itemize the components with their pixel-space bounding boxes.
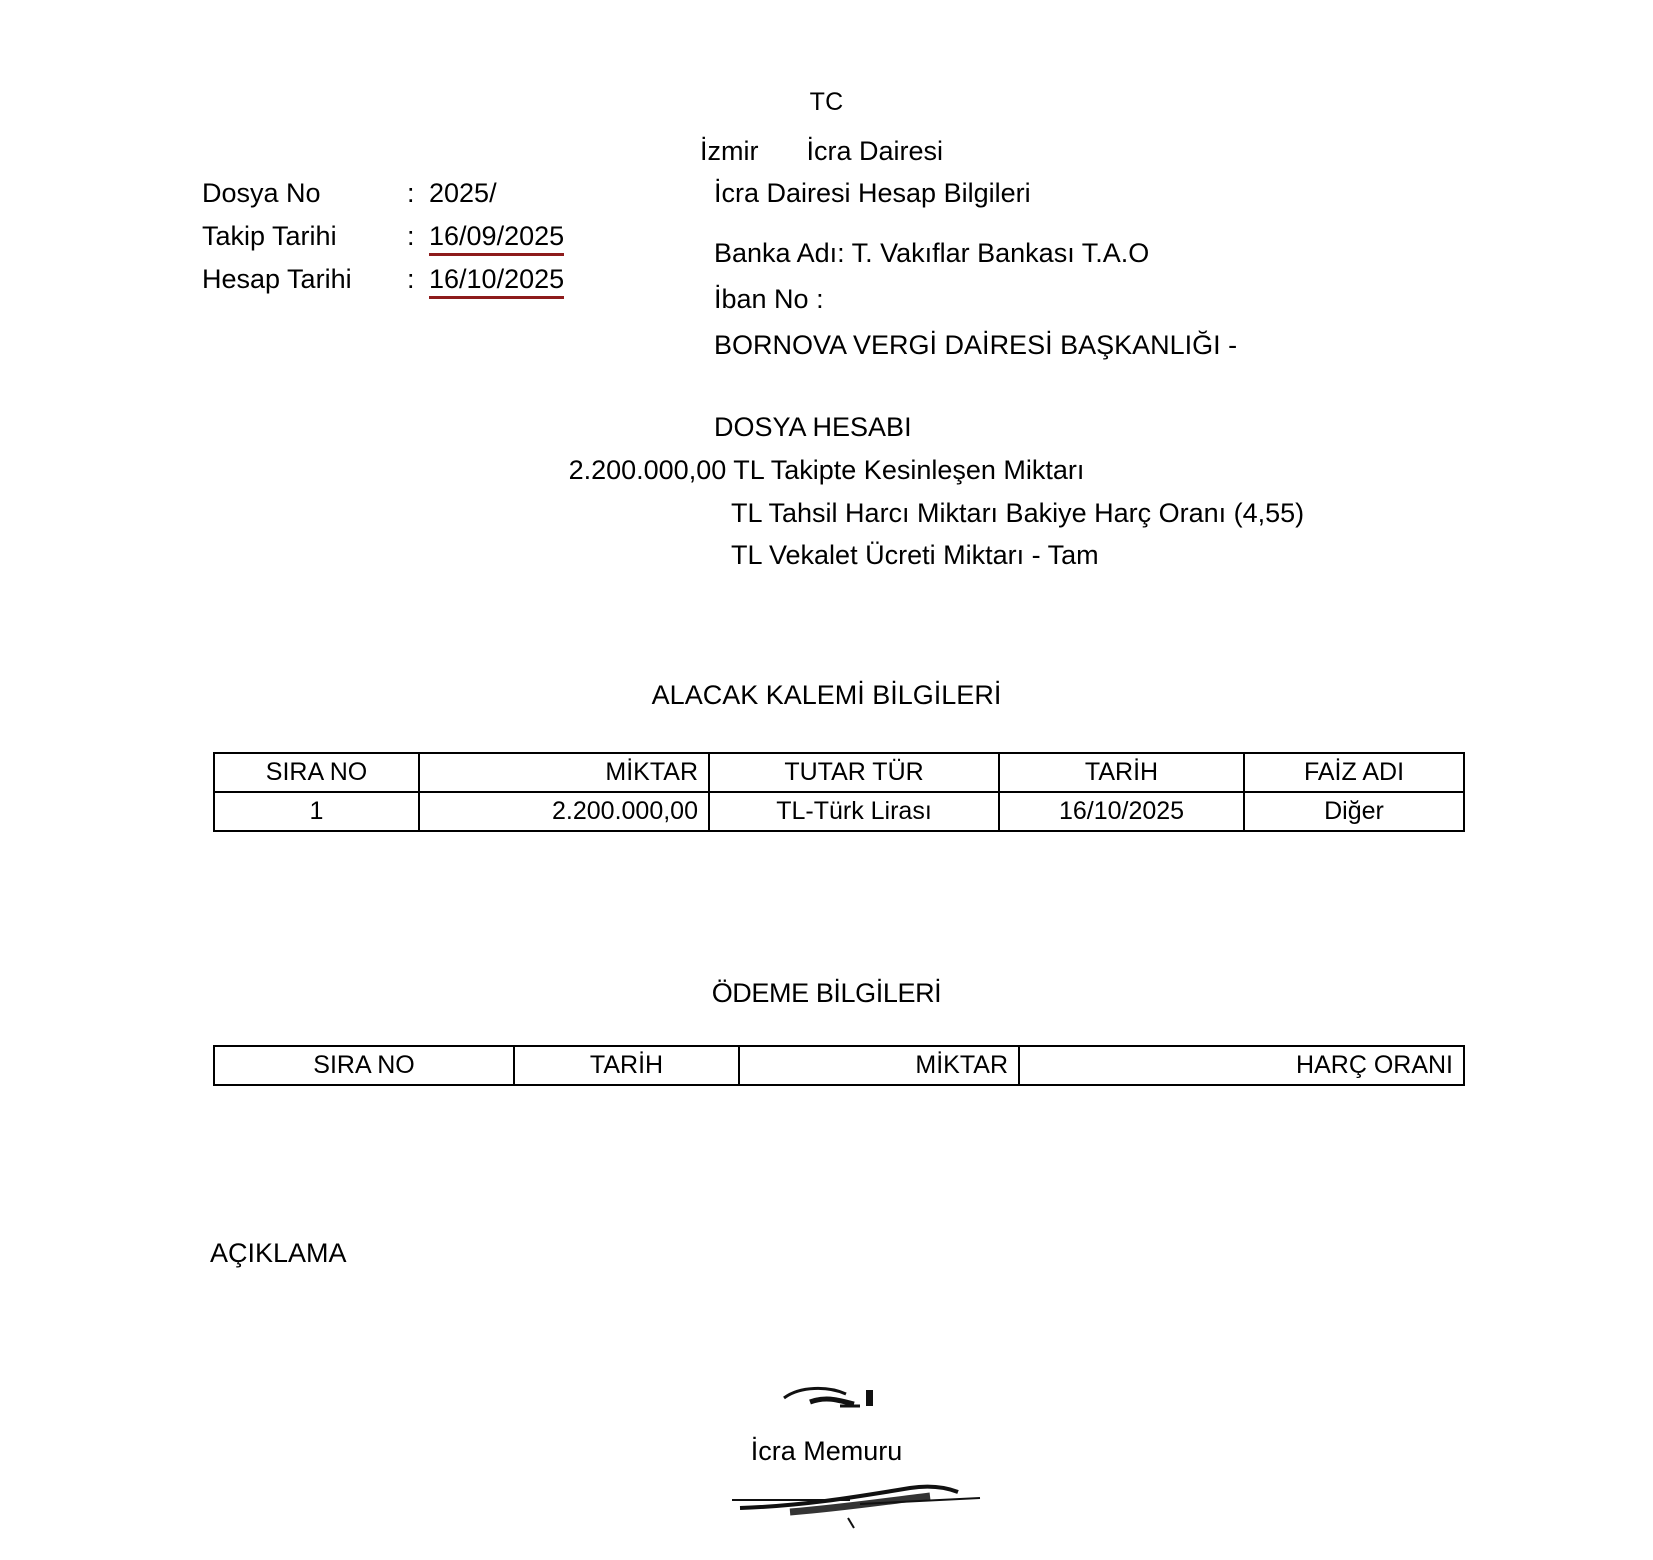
meta-colon-takip-tarihi: : [407, 221, 415, 251]
info-line-banka-adi: Banka Adı: T. Vakıflar Bankası T.A.O [714, 238, 1150, 268]
col-header-faiz-adi: FAİZ ADI [1244, 753, 1464, 792]
vekalet-ucreti-line: TL Vekalet Ücreti Miktarı - Tam [731, 540, 1099, 570]
office-name: İcra Dairesi [806, 136, 944, 166]
col-header-tarih: TARİH [999, 753, 1244, 792]
col-header-tutar-tur: TUTAR TÜR [709, 753, 999, 792]
signature-scrawl-icon [730, 1478, 990, 1538]
table-row [214, 792, 1464, 831]
col-header-harc-orani: HARÇ ORANI [1019, 1046, 1464, 1085]
aciklama-label: AÇIKLAMA [210, 1238, 347, 1268]
info-line-iban-no: İban No : [714, 284, 824, 314]
cell-tutar-tur: TL-Türk Lirası [709, 792, 999, 831]
cell-miktar: 2.200.000,00 [419, 792, 709, 831]
col-header-odeme-tarih: TARİH [514, 1046, 739, 1085]
alacak-kalemi-table [213, 752, 1465, 832]
odeme-section-title: ÖDEME BİLGİLERİ [711, 978, 942, 1008]
col-header-odeme-sira-no: SIRA NO [214, 1046, 514, 1085]
col-header-miktar: MİKTAR [419, 753, 709, 792]
cell-faiz-adi: Diğer [1244, 792, 1464, 831]
meta-value-takip-tarihi: 16/09/2025 [429, 221, 564, 256]
col-header-sira-no: SIRA NO [214, 753, 419, 792]
odeme-bilgileri-table [213, 1045, 1465, 1086]
info-line-vergi-dairesi: BORNOVA VERGİ DAİRESİ BAŞKANLIĞI - [714, 330, 1238, 360]
meta-row-takip-tarihi [202, 221, 564, 264]
meta-colon-hesap-tarihi: : [407, 264, 415, 294]
meta-row-dosya-no [202, 178, 564, 221]
meta-label-hesap-tarihi: Hesap Tarihi [202, 264, 352, 294]
tc-heading: TC [809, 88, 844, 116]
meta-label-dosya-no: Dosya No [202, 178, 321, 208]
meta-row-hesap-tarihi [202, 264, 564, 307]
table-header-row [214, 1046, 1464, 1085]
meta-label-takip-tarihi: Takip Tarihi [202, 221, 337, 251]
dosya-hesabi-label: DOSYA HESABI [714, 412, 912, 442]
meta-value-dosya-no: 2025/ [429, 178, 497, 208]
file-meta-list [202, 178, 564, 307]
meta-value-hesap-tarihi: 16/10/2025 [429, 264, 564, 299]
col-header-odeme-miktar: MİKTAR [739, 1046, 1019, 1085]
alacak-section-title: ALACAK KALEMİ BİLGİLERİ [651, 680, 1002, 710]
office-heading [700, 136, 943, 167]
tahsil-harci-line: TL Tahsil Harcı Miktarı Bakiye Harç Oranı (4,55) [731, 498, 1305, 528]
cell-sira-no: 1 [214, 792, 419, 831]
icra-memuru-label: İcra Memuru [750, 1436, 903, 1466]
office-city: İzmir [700, 136, 759, 166]
meta-colon-dosya-no: : [407, 178, 415, 208]
cell-tarih: 16/10/2025 [999, 792, 1244, 831]
kesinlesen-miktar-line: 2.200.000,00 TL Takipte Kesinleşen Miktarı [568, 455, 1085, 485]
account-info-block [714, 178, 1237, 376]
signature-mark-icon [780, 1382, 920, 1412]
table-header-row [214, 753, 1464, 792]
info-line-hesap-bilgileri: İcra Dairesi Hesap Bilgileri [714, 178, 1031, 208]
